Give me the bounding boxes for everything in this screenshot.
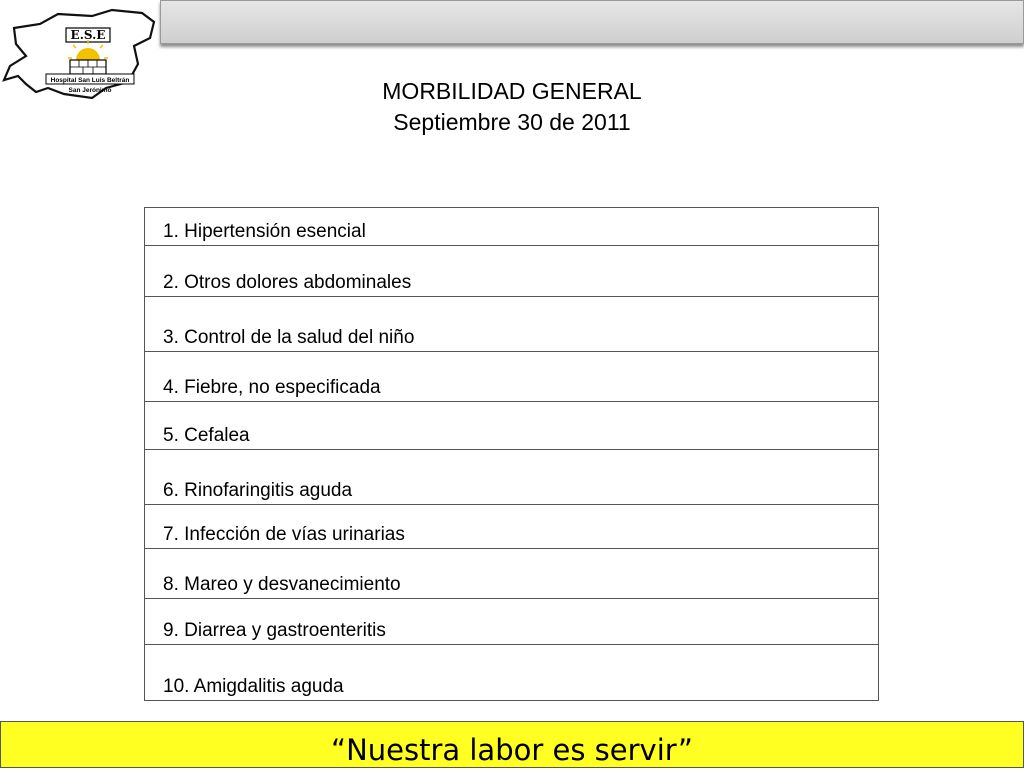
table-row-4	[145, 352, 878, 402]
row-label: 2. Otros dolores abdominales	[163, 272, 412, 293]
row-label: 4. Fiebre, no especificada	[163, 377, 381, 398]
row-label: 8. Mareo y desvanecimiento	[163, 574, 401, 595]
logo-text-town: San Jerónimo	[68, 87, 112, 94]
row-label: 5. Cefalea	[163, 425, 250, 446]
table-row-8	[145, 549, 878, 599]
table-row-7	[145, 505, 878, 549]
row-label: 10. Amigdalitis aguda	[163, 676, 344, 697]
logo-text-ese: E.S.E	[70, 28, 106, 42]
report-date: Septiembre 30 de 2011	[393, 109, 631, 135]
table-row-2	[145, 246, 878, 297]
table-row-6	[145, 450, 878, 505]
row-label: 1. Hipertensión esencial	[163, 221, 366, 242]
top-banner-bar	[160, 0, 1024, 44]
table-row-3	[145, 297, 878, 352]
footer-motto: “Nuestra labor es servir”	[331, 733, 693, 767]
row-label: 3. Control de la salud del niño	[163, 327, 415, 348]
morbidity-table	[144, 207, 879, 701]
table-row-10	[145, 645, 878, 700]
footer-motto-banner	[0, 721, 1024, 768]
table-row-5	[145, 402, 878, 450]
row-label: 9. Diarrea y gastroenteritis	[163, 620, 386, 641]
table-row-9	[145, 599, 878, 645]
logo-text-hospital: Hospital San Luis Beltrán	[50, 77, 130, 84]
row-label: 7. Infección de vías urinarias	[163, 524, 405, 545]
row-label: 6. Rinofaringitis aguda	[163, 480, 353, 501]
table-row-1	[145, 208, 878, 246]
page-title: MORBILIDAD GENERAL	[382, 78, 642, 104]
title-block	[0, 76, 1024, 138]
